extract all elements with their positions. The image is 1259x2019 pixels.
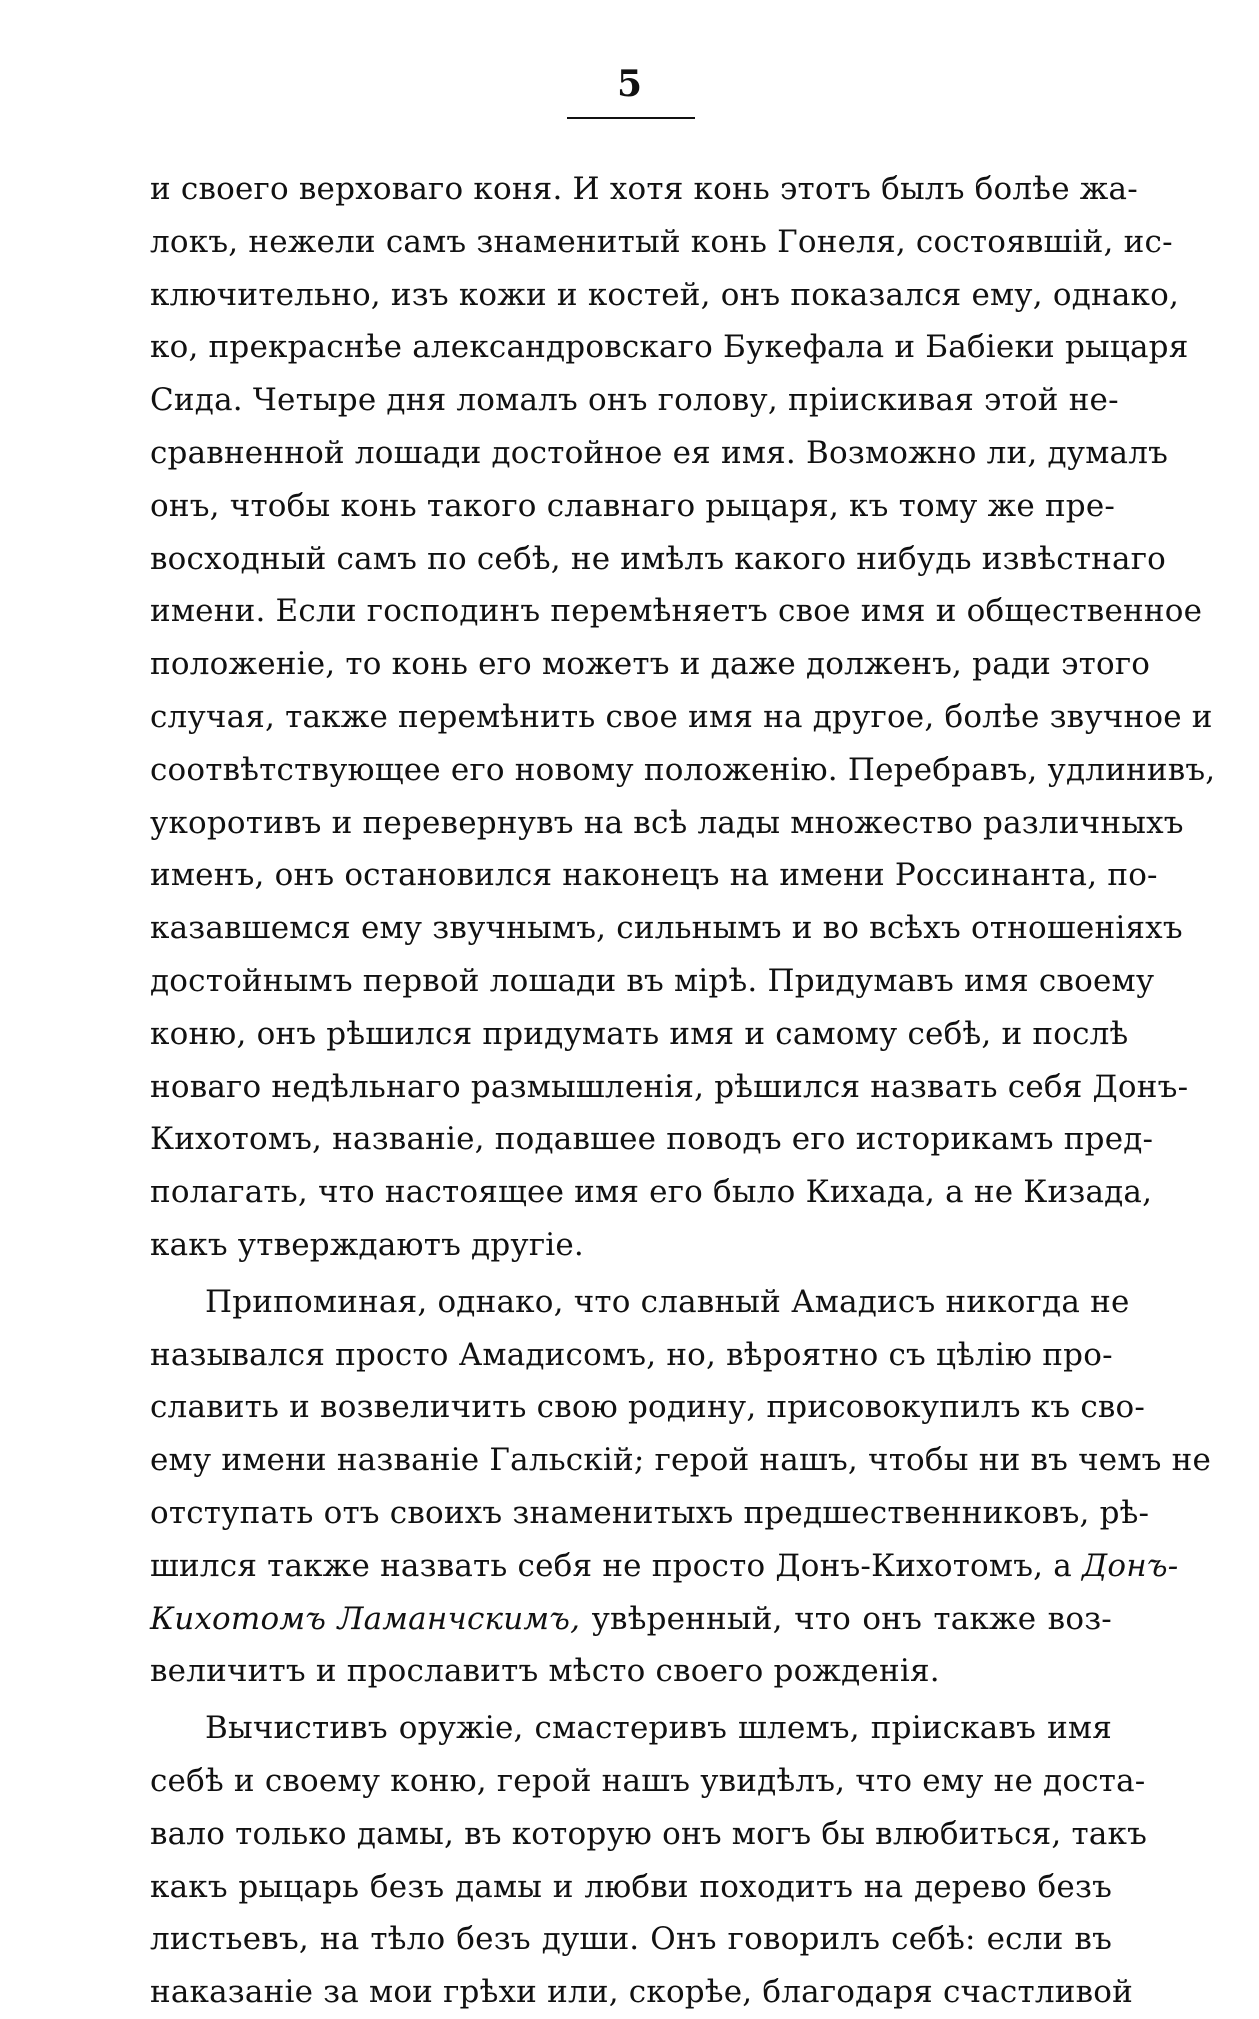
text-line: величитъ и прославитъ мѣсто своего рожденія. [150,1653,940,1690]
paragraph-3 [150,1702,1148,2019]
text-line: и своего верховаго коня. И хотя конь этотъ былъ болѣе жа- [150,171,1138,207]
text-line [150,1593,1112,1646]
text-line: наказаніе за мои грѣхи или, скорѣе, благодаря счастливой [150,1974,1133,2011]
text-line: себѣ и своему коню, герой нашъ увидѣлъ, что ему не доста- [150,1762,1146,1799]
text-line: восходный самъ по себѣ, не имѣлъ какого нибудь извѣстнаго [150,540,1167,577]
text-line: именъ, онъ остановился наконецъ на имени Россинанта, по- [150,857,1158,894]
text-line: сравненной лошади достойное ея имя. Возможно ли, думалъ [150,434,1169,471]
text-line: ко, прекраснѣе александровскаго Букефала и Бабіеки рыцаря [150,329,1189,366]
text-line: листьевъ, на тѣло безъ души. Онъ говорилъ себѣ: если въ [150,1921,1112,1958]
text-line: казавшемся ему звучнымъ, сильнымъ и во всѣхъ отношеніяхъ [150,910,1183,947]
paragraph-1 [150,163,1216,1272]
text-line: ему имени названіе Гальскій; герой нашъ, чтобы ни въ чемъ не [150,1442,1212,1479]
text-line: ключительно, изъ кожи и костей, онъ показался ему, однако, [150,276,1180,313]
text-line: достойнымъ первой лошади въ мірѣ. Придумавъ имя своему [150,962,1155,999]
text-line: коню, онъ рѣшился придумать имя и самому себѣ, и послѣ [150,1015,1129,1052]
text-segment: увѣренный, что онъ также воз- [591,1600,1112,1637]
header-rule [567,117,695,119]
text-line: вало только дамы, въ которую онъ могъ бы влюбиться, такъ [150,1815,1148,1852]
text-line: имени. Если господинъ перемѣняетъ свое имя и общественное [150,593,1203,630]
text-line: славить и возвеличить свою родину, присовокупилъ къ сво- [150,1389,1146,1426]
italic-text: Кихотомъ Ламанчскимъ, [150,1600,581,1637]
text-segment: шился также назвать себя не просто Донъ-Кихотомъ, а [150,1547,1072,1584]
text-line: онъ, чтобы конь такого славнаго рыцаря, къ тому же пре- [150,487,1116,524]
text-line: полагать, что настоящее имя его было Кихада, а не Кизада, [150,1174,1153,1211]
text-line: укоротивъ и перевернувъ на всѣ лады множество различныхъ [150,804,1184,841]
text-line: назывался просто Амадисомъ, но, вѣроятно съ цѣлію про- [150,1336,1113,1373]
paragraph-2 [150,1276,1212,1698]
italic-text: Донъ- [1082,1547,1179,1584]
text-line: положеніе, то конь его можетъ и даже долженъ, ради этого [150,646,1151,683]
body-text [150,163,1216,2019]
text-line: какъ утверждаютъ другіе. [150,1226,584,1263]
text-line: Вычистивъ оружіе, смастеривъ шлемъ, пріискавъ имя [205,1710,1112,1747]
text-line: локъ, нежели самъ знаменитый конь Гонеля, состоявшій, ис- [150,223,1173,260]
text-line: какъ рыцарь безъ дамы и любви походитъ на дерево безъ [150,1868,1112,1905]
text-line: Сида. Четыре дня ломалъ онъ голову, пріискивая этой не- [150,382,1119,419]
text-line: Припоминая, однако, что славный Амадисъ никогда не [205,1283,1130,1320]
page-number: 5 [616,63,643,105]
text-line: новаго недѣльнаго размышленія, рѣшился назвать себя Донъ- [150,1068,1189,1105]
text-line: соотвѣтствующее его новому положенію. Перебравъ, удлинивъ, [150,751,1216,788]
text-line [150,1540,1179,1593]
text-line: отступать отъ своихъ знаменитыхъ предшественниковъ, рѣ- [150,1494,1150,1531]
text-line: случая, также перемѣнить свое имя на другое, болѣе звучное и [150,698,1213,735]
text-line: Кихотомъ, названіе, подавшее поводъ его историкамъ пред- [150,1121,1154,1158]
